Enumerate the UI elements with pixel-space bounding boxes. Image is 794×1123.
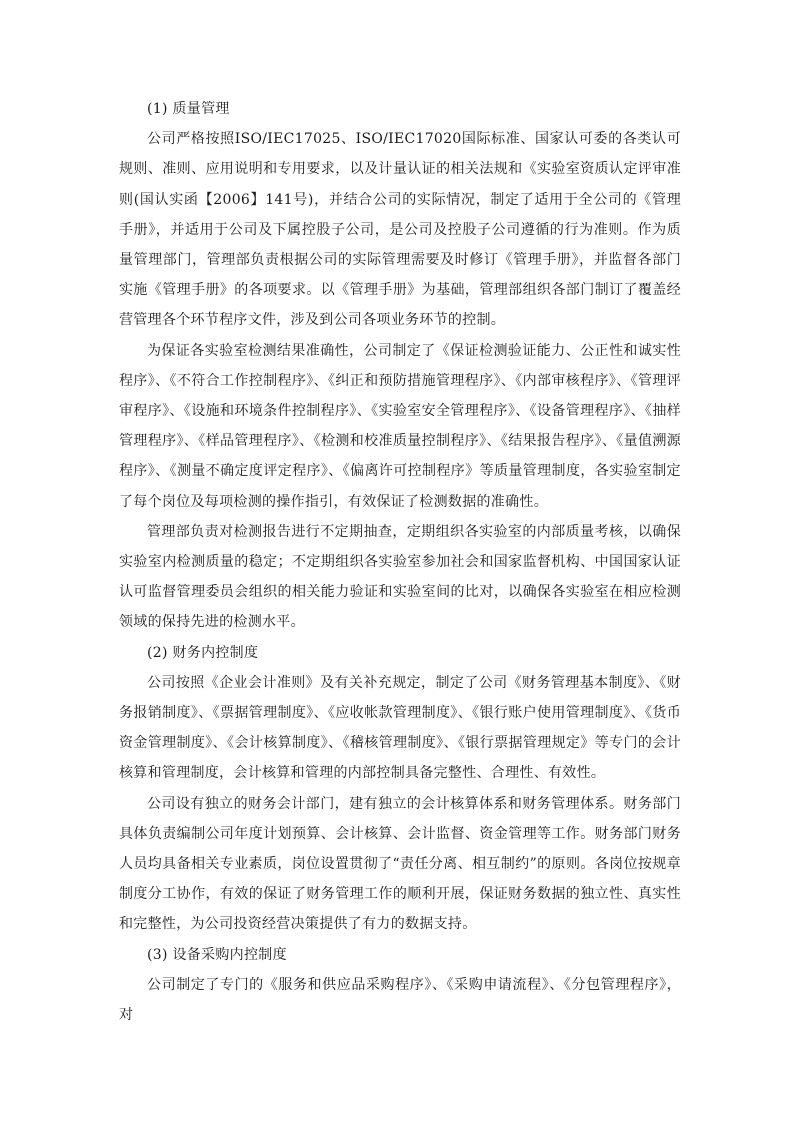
paragraph-quality-standards: 公司严格按照ISO/IEC17025、ISO/IEC17020国际标准、国家认可委的各类认可规则、准则、应用说明和专用要求，以及计量认证的相关法规和《实验室资质认定评审准则(国认实函【2006】141号)，并结合公司的实际情况，制定了适用于全公司的《管理手册》，并适用于公司及下属控股子公司，是公司及控股子公司遵循的行为准则。作为质量管理部门，管理部负责根据公司的实际管理需要及时修订《管理手册》，并监督各部门实施《管理手册》的各项要求。以《管理手册》为基础，管理部组织各部门制订了覆盖经营管理各个环节程序文件，涉及到公司各项业务环节的控制。 (119, 131, 681, 329)
paragraph-report-inspection: 管理部负责对检测报告进行不定期抽查，定期组织各实验室的内部质量考核，以确保实验室内检测质量的稳定；不定期组织各实验室参加社会和国家监督机构、中国国家认证认可监督管理委员会组织的相关能力验证和实验室间的比对，以确保各实验室在相应检测领域的保持先进的检测水平。 (119, 523, 681, 631)
document-body (119, 94, 681, 1030)
paragraph-accounting-standards: 公司按照《企业会计准则》及有关补充规定，制定了公司《财务管理基本制度》、《财务报销制度》、《票据管理制度》、《应收帐款管理制度》、《银行账户使用管理制度》、《货币资金管理制度》、《会计核算制度》、《稽核管理制度》、《银行票据管理规定》等专门的会计核算和管理制度，会计核算和管理的内部控制具备完整性、合理性、有效性。 (119, 674, 681, 782)
paragraph-procurement-procedures: 公司制定了专门的《服务和供应品采购程序》、《采购申请流程》、《分包管理程序》，对 (119, 976, 681, 1024)
paragraph-lab-procedures: 为保证各实验室检测结果准确性，公司制定了《保证检测验证能力、公正性和诚实性程序》、《不符合工作控制程序》、《纠正和预防措施管理程序》、《内部审核程序》、《管理评审程序》、《设施和环境条件控制程序》、《实验室安全管理程序》、《设备管理程序》、《抽样管理程序》、《样品管理程序》、《检测和校准质量控制程序》、《结果报告程序》、《量值溯源程序》、《测量不确定度评定程序》、《偏离许可控制程序》等质量管理制度，各实验室制定了每个岗位及每项检测的操作指引，有效保证了检测数据的准确性。 (119, 342, 681, 510)
paragraph-finance-department: 公司设有独立的财务会计部门，建有独立的会计核算体系和财务管理体系。财务部门具体负责编制公司年度计划预算、会计核算、会计监督、资金管理等工作。财务部门财务人员均具备相关专业素质，岗位设置贯彻了“责任分离、相互制约”的原则。各岗位按规章制度分工协作，有效的保证了财务管理工作的顺利开展，保证财务数据的独立性、真实性和完整性，为公司投资经营决策提供了有力的数据支持。 (119, 795, 681, 933)
section-heading-quality-management: (1) 质量管理 (147, 101, 230, 117)
section-heading-procurement-control: (3) 设备采购内控制度 (147, 946, 287, 963)
section-heading-finance-control: (2) 财务内控制度 (147, 644, 259, 661)
